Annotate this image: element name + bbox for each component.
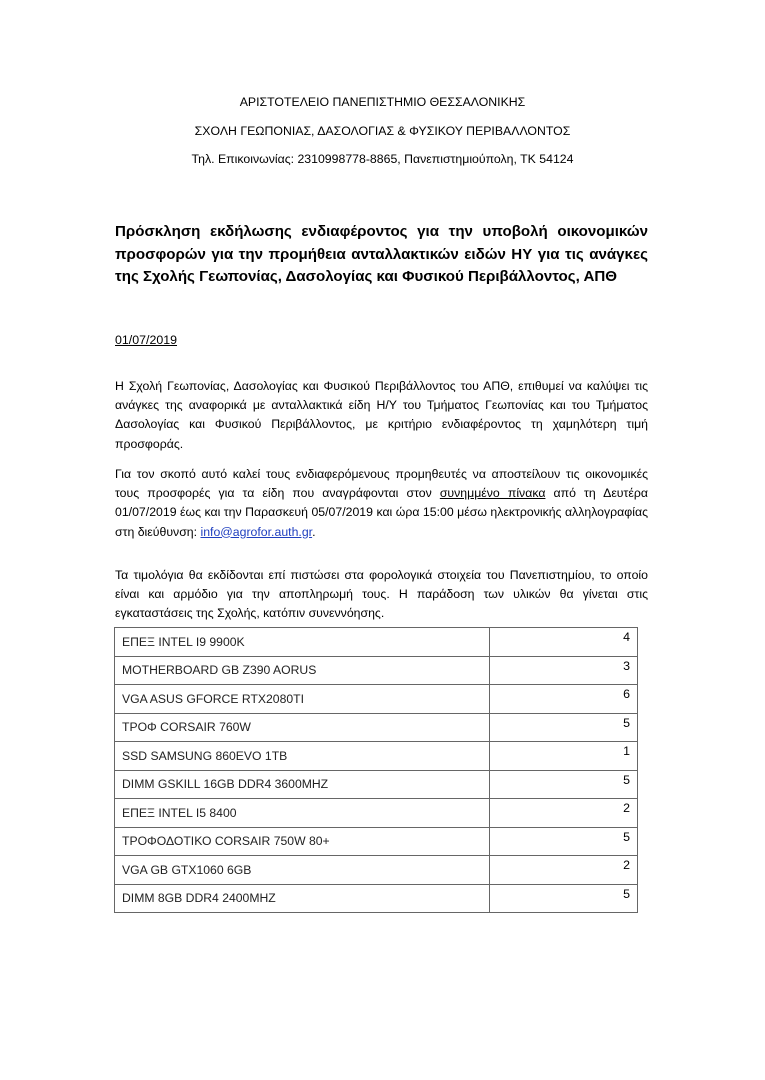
paragraph-instructions-text-2: από τη Δευτέρα 01/07/2019 έως και την Παρασκευή 05/07/2019 και ώρα 15:00 μέσω ηλεκτρονικής αλληλογραφίας στη διεύθυνση: [115, 486, 648, 539]
paragraph-invoicing: Τα τιμολόγια θα εκδίδονται επί πιστώσει στα φορολογικά στοιχεία του Πανεπιστημίου, το οποίο είναι και αρμόδιο για την αποπληρωμή τους. Η παράδοση των υλικών θα γίνεται στις εγκαταστάσεις της Σχολής, κατόπιν συνεννόησης. [115, 568, 648, 621]
paragraph-instructions [115, 465, 648, 542]
item-name: MOTHERBOARD GB Z390 AORUS [115, 656, 490, 685]
table-row [115, 770, 638, 799]
table-row [115, 827, 638, 856]
table-row [115, 884, 638, 913]
email-link[interactable]: info@agrofor.auth.gr [200, 524, 313, 539]
table-row [115, 799, 638, 828]
table-row [115, 656, 638, 685]
item-quantity: 1 [490, 742, 638, 771]
item-quantity: 5 [490, 884, 638, 913]
paragraph-end-punct: . [312, 524, 316, 539]
item-name: SSD SAMSUNG 860EVO 1TB [115, 742, 490, 771]
item-quantity: 2 [490, 856, 638, 885]
school-name: ΣΧΟΛΗ ΓΕΩΠΟΝΙΑΣ, ΔΑΣΟΛΟΓΙΑΣ & ΦΥΣΙΚΟΥ ΠΕΡΙΒΑΛΛΟΝΤΟΣ [194, 124, 571, 138]
table-row [115, 628, 638, 657]
item-name: ΕΠΕΞ INTEL I5 8400 [115, 799, 490, 828]
item-quantity: 4 [490, 628, 638, 657]
item-quantity: 2 [490, 799, 638, 828]
document-title: Πρόσκληση εκδήλωσης ενδιαφέροντος για την υποβολή οικονομικών προσφορών για την προμήθεια ανταλλακτικών ειδών ΗΥ για τις ανάγκες της Σχολής Γεωπονίας, Δασολογίας και Φυσικού Περιβάλλοντος, ΑΠΘ [115, 223, 648, 285]
contact-info: Τηλ. Επικοινωνίας: 2310998778-8865, Πανεπιστημιούπολη, ΤΚ 54124 [191, 152, 574, 166]
item-quantity: 3 [490, 656, 638, 685]
attached-table-reference: συνημμένο πίνακα [439, 486, 546, 501]
table-row [115, 685, 638, 714]
items-table [114, 627, 638, 913]
item-quantity: 6 [490, 685, 638, 714]
item-name: ΤΡΟΦ CORSAIR 760W [115, 713, 490, 742]
item-name: VGA ASUS GFORCE RTX2080TI [115, 685, 490, 714]
document-date: 01/07/2019 [115, 333, 178, 347]
item-quantity: 5 [490, 713, 638, 742]
table-row [115, 856, 638, 885]
table-row [115, 713, 638, 742]
item-quantity: 5 [490, 770, 638, 799]
item-name: VGA GB GTX1060 6GB [115, 856, 490, 885]
paragraph-intro: Η Σχολή Γεωπονίας, Δασολογίας και Φυσικού Περιβάλλοντος του ΑΠΘ, επιθυμεί να καλύψει τις ανάγκες της αναφορικά με ανταλλακτικά είδη Η/Υ του Τμήματος Γεωπονίας και του Τμήματος Δασολογίας και Φυσικού Περιβάλλοντος, με κριτήριο ενδιαφέροντος τη χαμηλότερη τιμή προσφοράς. [115, 379, 648, 451]
item-quantity: 5 [490, 827, 638, 856]
item-name: DIMM 8GB DDR4 2400MHZ [115, 884, 490, 913]
university-name: ΑΡΙΣΤΟΤΕΛΕΙΟ ΠΑΝΕΠΙΣΤΗΜΙΟ ΘΕΣΣΑΛΟΝΙΚΗΣ [239, 95, 526, 109]
item-name: ΤΡΟΦΟΔΟΤΙΚΟ CORSAIR 750W 80+ [115, 827, 490, 856]
item-name: ΕΠΕΞ INTEL I9 9900K [115, 628, 490, 657]
table-row [115, 742, 638, 771]
paragraph-instructions-text: Για τον σκοπό αυτό καλεί τους ενδιαφερόμενους προμηθευτές να αποστείλουν τις οικονομικές τους προσφορές για τα είδη που αναγράφονται στον [115, 467, 648, 501]
item-name: DIMM GSKILL 16GB DDR4 3600MHZ [115, 770, 490, 799]
